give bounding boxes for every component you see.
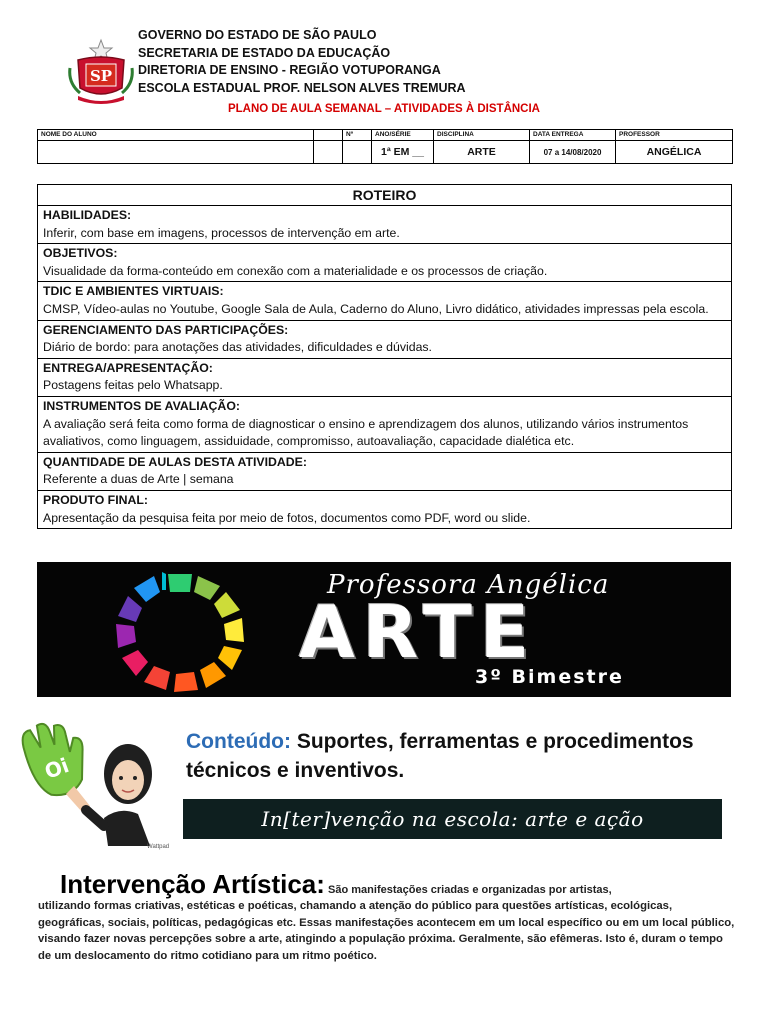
watermark: Wattpad [147,844,170,850]
section-text: CMSP, Vídeo-aulas no Youtube, Google Sala de Aula, Caderno do Aluno, Livro didático, atividades impressas pela escola. [43,301,709,316]
delivery-date-value: 07 a 14/08/2020 [530,141,616,164]
roteiro-section [38,359,731,397]
roteiro-box [37,184,732,529]
intervention-banner: In[ter]venção na escola: arte e ação [183,799,722,839]
roteiro-title: ROTEIRO [38,185,731,206]
banner-title: ARTE [299,590,538,674]
roteiro-section [38,282,731,320]
paragraph-body: utilizando formas criativas, estéticas e poéticas, chamando a atenção do público para questões artísticas, ecológicas, geográficas, sociais, políticas, pedagógicas etc. Essas manifestações acontecem em um local específico ou em um local público, visando fazer novas percepções sobre a arte, atingindo a população próxima. Geralmente, são efêmeras. Isto é, duram o tempo de um deslocamento do ritmo cotidiano para um ritmo poético. [38,900,735,962]
header-cell: ANO/SÉRIE [372,130,434,141]
header-line: SECRETARIA DE ESTADO DA EDUCAÇÃO [138,45,391,60]
teacher-value: ANGÉLICA [616,141,733,164]
crest-label: SP [89,67,113,85]
info-value-row [38,141,733,164]
plan-title: PLANO DE AULA SEMANAL – ATIVIDADES À DISTÂNCIA [227,103,540,115]
section-text: Visualidade da forma-conteúdo em conexão com a materialidade e os processos de criação. [43,263,548,278]
header-cell [314,130,343,141]
student-name-field[interactable] [38,141,314,164]
section-heading: OBJETIVOS: [43,246,118,261]
info-header-row [38,130,733,141]
section-heading: HABILIDADES: [43,208,132,222]
teacher-illustration-icon [20,714,180,854]
section-text: Apresentação da pesquisa feita por meio de fotos, documentos como PDF, word ou slide. [43,510,531,525]
grade-field[interactable]: 1ª EM __ [372,141,434,164]
section-text: Diário de bordo: para anotações das atividades, dificuldades e dúvidas. [43,340,432,355]
color-wheel-icon [95,566,265,694]
content-text: Suportes, ferramentas e procedimentos técnicos e inventivos. [186,730,694,782]
section-heading: QUANTIDADE DE AULAS DESTA ATIVIDADE: [43,454,307,469]
blank-field[interactable] [314,141,343,164]
section-heading: TDIC E AMBIENTES VIRTUAIS: [43,284,224,299]
banner-subtitle: Professora Angélica [327,570,610,600]
header-cell: PROFESSOR [616,130,733,141]
content-label: Conteúdo: [186,730,291,753]
content-heading [186,727,746,785]
section-heading: GERENCIAMENTO DAS PARTICIPAÇÕES: [43,322,289,337]
header-cell: NOME DO ALUNO [38,130,314,141]
section-text: Postagens feitas pelo Whatsapp. [43,378,223,393]
paragraph-first-line: São manifestações criadas e organizadas por artistas, [328,884,612,896]
section-text: Inferir, com base em imagens, processos de intervenção em arte. [43,225,400,240]
header-cell: DISCIPLINA [434,130,530,141]
section-text: Referente a duas de Arte | semana [43,472,234,487]
arte-banner [37,562,731,697]
student-info-table [37,129,733,164]
header-line: ESCOLA ESTADUAL PROF. NELSON ALVES TREMURA [138,80,466,95]
paragraph-heading: Intervenção Artística: [60,869,325,899]
state-crest-icon [66,38,136,108]
intervention-paragraph [38,869,738,964]
banner-bimestre: 3º Bimestre [475,666,624,688]
roteiro-section [38,244,731,282]
header-line: GOVERNO DO ESTADO DE SÃO PAULO [138,28,377,42]
roteiro-section [38,321,731,359]
section-heading: PRODUTO FINAL: [43,492,148,507]
header-line: DIRETORIA DE ENSINO - REGIÃO VOTUPORANGA [138,63,441,77]
header-cell: DATA ENTREGA [530,130,616,141]
roteiro-section [38,397,731,453]
hand-label: Oi [41,753,73,784]
section-heading: ENTREGA/APRESENTAÇÃO: [43,360,213,375]
roteiro-section [38,453,731,491]
section-text: A avaliação será feita como forma de diagnosticar o ensino e aprendizagem dos alunos, utilizando vários instrumentos avaliativos, como linguagem, assiduidade, compromisso, autoavaliação, capacidade dialética etc. [43,416,689,449]
roteiro-section [38,491,731,528]
section-heading: INSTRUMENTOS DE AVALIAÇÃO: [43,398,240,413]
header-cell: Nº [343,130,372,141]
number-field[interactable] [343,141,372,164]
discipline-value: ARTE [434,141,530,164]
header-institution [138,27,466,97]
roteiro-section [38,206,731,244]
